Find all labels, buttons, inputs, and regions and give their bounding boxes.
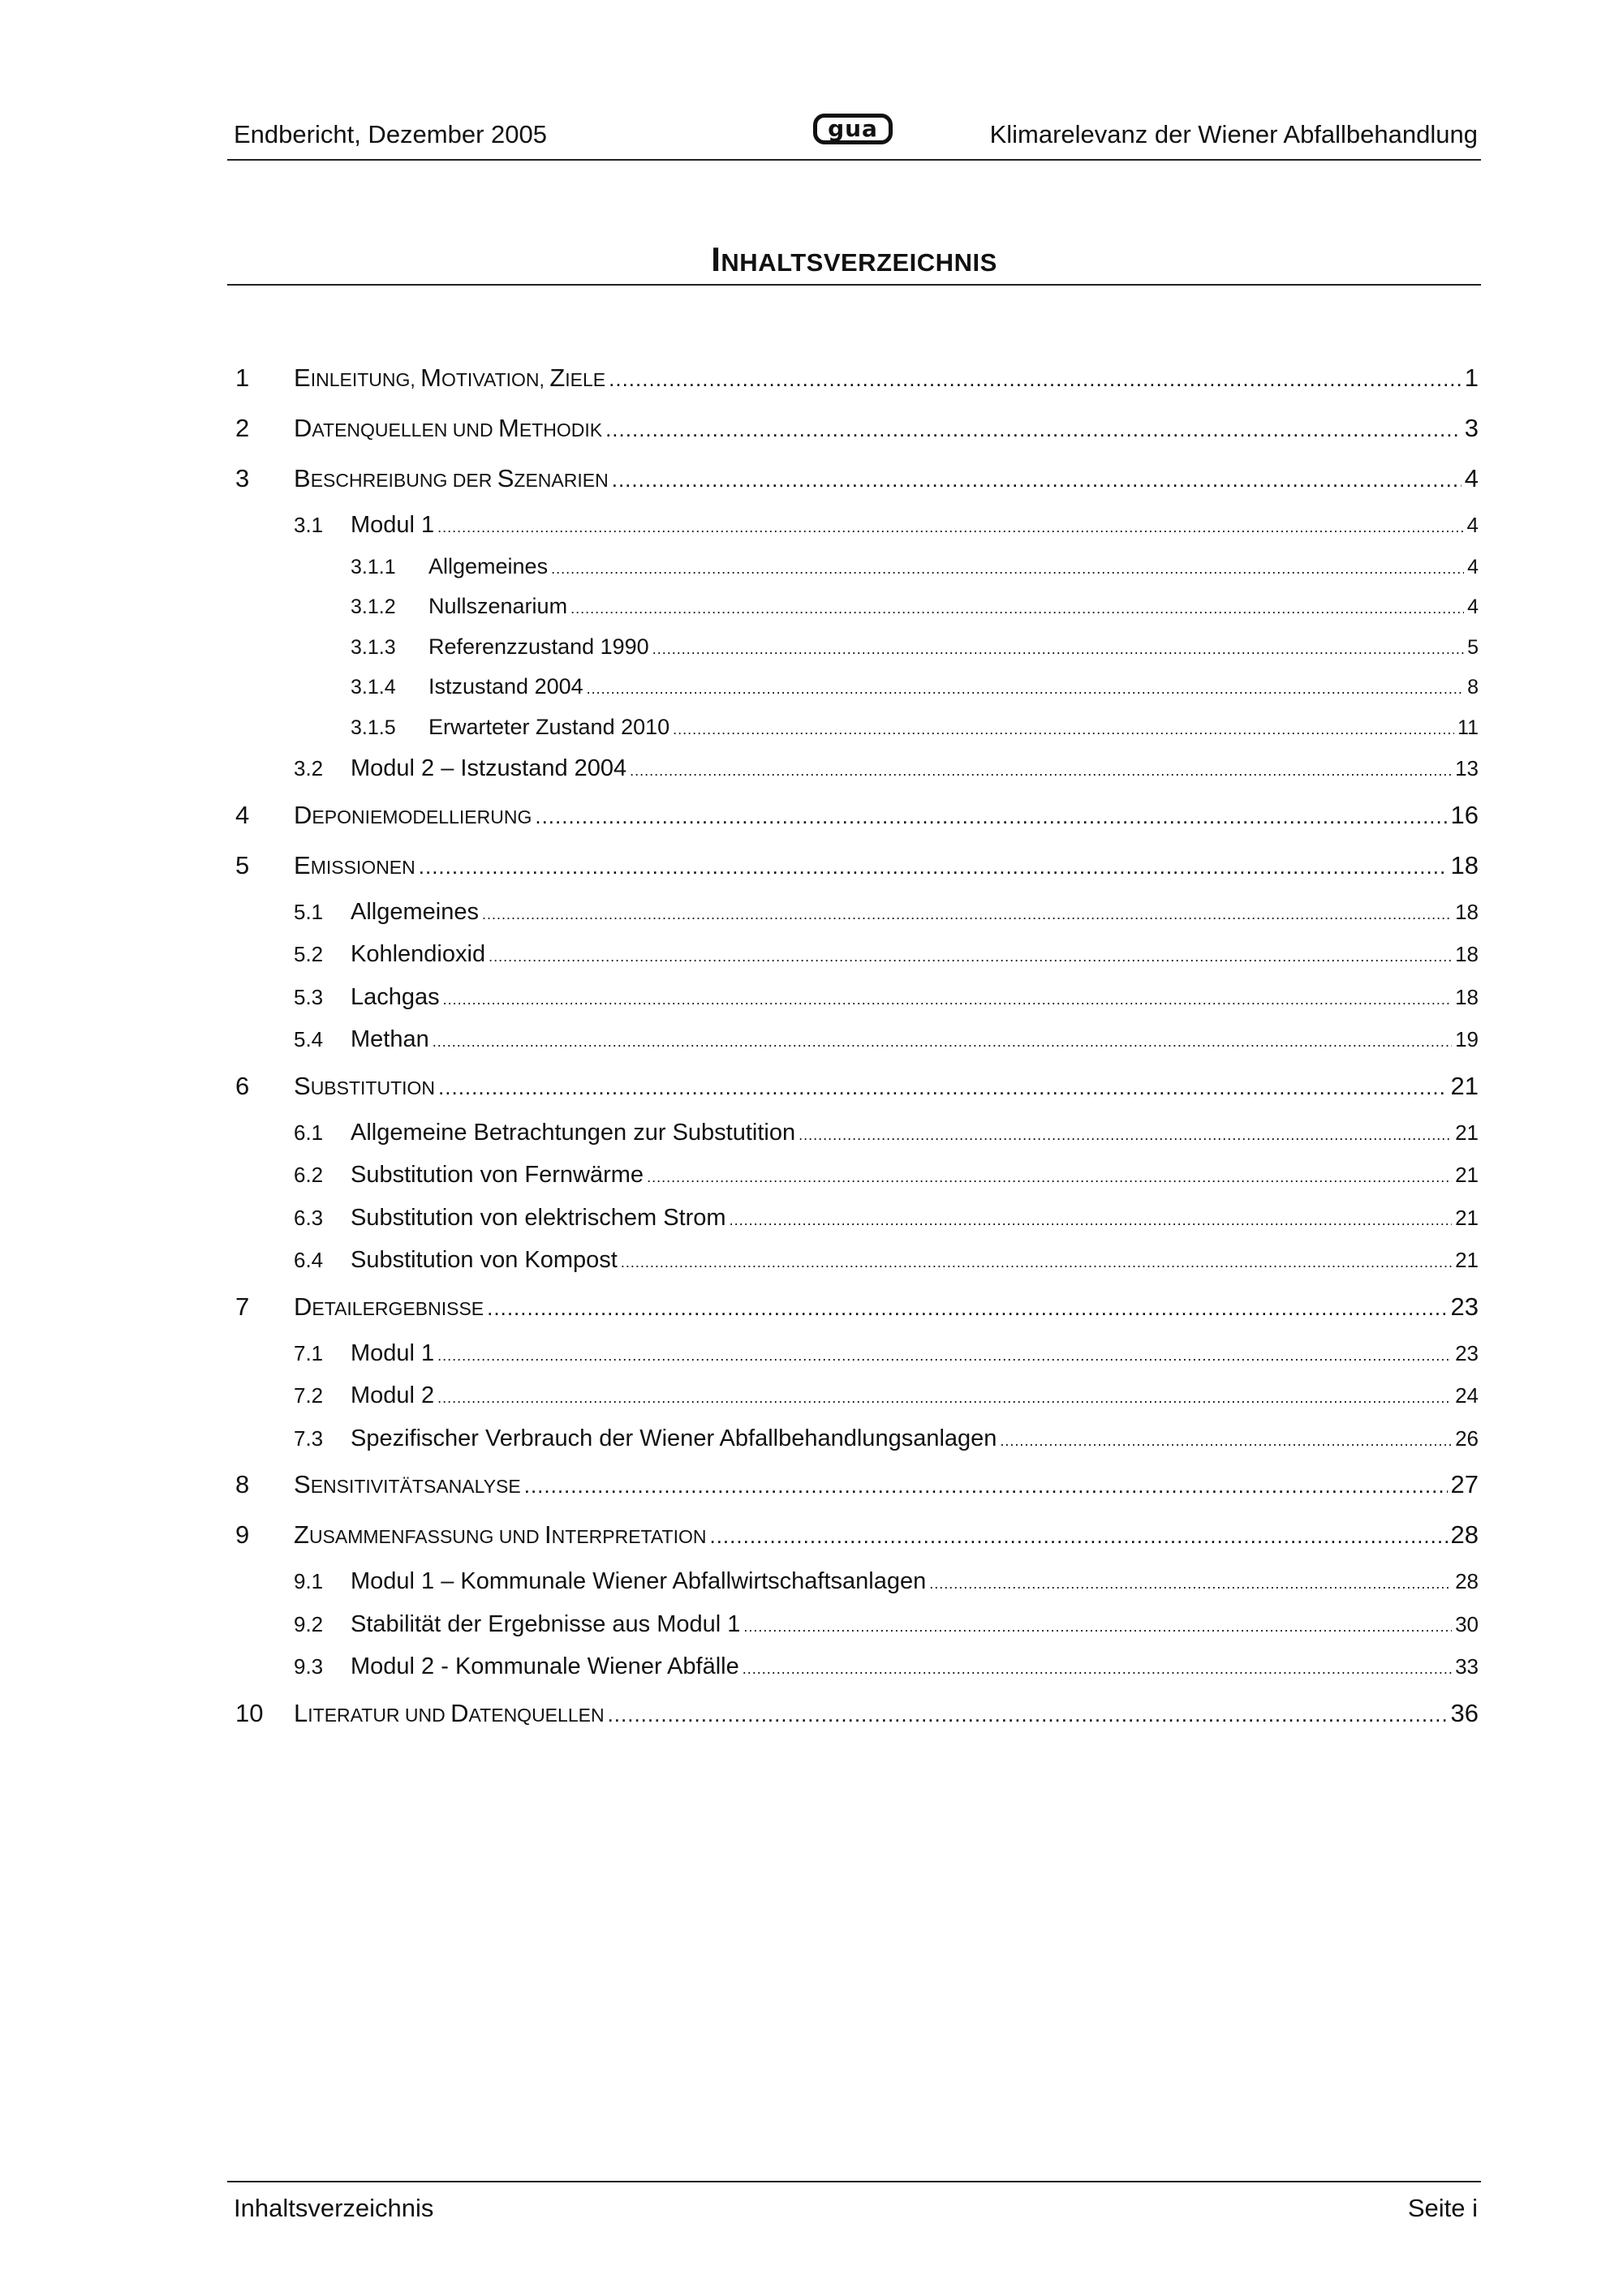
toc-dot-leader — [443, 978, 1452, 1021]
toc-dot-leader — [433, 1021, 1452, 1064]
toc-entry-level-2[interactable] — [235, 1018, 1479, 1061]
toc-title-smallcaps: EPONIEMODELLIERUNG — [312, 806, 532, 828]
toc-title-smallcaps: ITERATUR UND — [308, 1704, 451, 1726]
toc-entry-level-1[interactable] — [235, 1282, 1479, 1332]
toc-title-initial: I — [545, 1520, 552, 1549]
toc-entry-title[interactable] — [294, 790, 532, 842]
toc-page-number: 28 — [1450, 1520, 1479, 1549]
toc-page-number: 13 — [1455, 756, 1479, 780]
toc-entry-number: 8 — [235, 1470, 250, 1498]
toc-page-number: 11 — [1457, 716, 1479, 739]
toc-entry-number: 5.2 — [294, 942, 324, 966]
page-footer — [227, 2181, 1481, 2228]
toc-dot-leader — [437, 1377, 1452, 1420]
toc-dot-leader — [709, 1511, 1447, 1561]
page-header — [227, 112, 1481, 161]
toc-title-initial: Z — [549, 363, 566, 392]
toc-entry-level-1[interactable] — [235, 790, 1479, 841]
footer-section-name: Inhaltsverzeichnis — [234, 2194, 434, 2222]
toc-entry-title[interactable]: Allgemeines — [428, 553, 549, 578]
toc-entry-level-2[interactable] — [235, 1197, 1479, 1240]
header-report-title: Klimarelevanz der Wiener Abfallbehandlung — [989, 120, 1478, 148]
toc-entry-number: 1 — [235, 363, 250, 392]
toc-entry-number: 5.4 — [294, 1027, 324, 1051]
toc-page-number: 5 — [1467, 635, 1479, 659]
toc-page-number: 16 — [1450, 800, 1479, 829]
toc-dot-leader — [1000, 1420, 1452, 1463]
toc-entry-title[interactable]: Substitution von Kompost — [351, 1247, 618, 1273]
toc-entry-title[interactable] — [294, 1061, 435, 1113]
toc-entry-level-1[interactable] — [235, 353, 1479, 403]
toc-title-smallcaps: ATENQUELLEN UND — [312, 419, 499, 441]
toc-entry-level-1[interactable] — [235, 1688, 1479, 1739]
toc-entry-title[interactable] — [294, 1282, 484, 1334]
toc-entry-number: 6.2 — [294, 1163, 324, 1187]
toc-page-number: 18 — [1455, 942, 1479, 966]
toc-entry-level-2[interactable] — [235, 1374, 1479, 1417]
toc-entry-title[interactable]: Erwarteter Zustand 2010 — [428, 714, 670, 739]
toc-entry-level-2[interactable] — [235, 1154, 1479, 1197]
toc-entry-number: 3 — [235, 464, 250, 492]
toc-entry-number: 6.1 — [294, 1120, 324, 1145]
toc-entry-level-1[interactable] — [235, 1510, 1479, 1560]
toc-entry-number: 2 — [235, 414, 250, 442]
toc-entry-level-2[interactable] — [235, 1332, 1479, 1375]
toc-entry-title[interactable]: Modul 2 – Istzustand 2004 — [351, 755, 627, 781]
toc-entry-level-1[interactable] — [235, 841, 1479, 891]
toc-entry-number: 9.1 — [294, 1569, 324, 1593]
toc-entry-number: 7.1 — [294, 1340, 324, 1365]
toc-entry-number: 9.2 — [294, 1611, 324, 1636]
toc-entry-level-2[interactable] — [235, 891, 1479, 934]
toc-entry-number: 9 — [235, 1520, 250, 1549]
toc-title-initial: D — [450, 1698, 469, 1727]
toc-entry-title[interactable] — [294, 1510, 706, 1562]
toc-entry-number: 6.4 — [294, 1248, 324, 1272]
gua-logo: gua — [813, 114, 893, 144]
toc-title-initial: E — [294, 850, 311, 879]
toc-entry-number: 5 — [235, 850, 250, 879]
toc-title-smallcaps: MISSIONEN — [310, 856, 415, 878]
toc-page-number: 21 — [1455, 1163, 1479, 1187]
toc-page-number: 36 — [1450, 1698, 1479, 1727]
toc-page-number: 18 — [1455, 899, 1479, 924]
toc-page-number: 30 — [1455, 1611, 1479, 1636]
toc-title-smallcaps: OTIVATION, — [441, 369, 550, 390]
toc-entry-level-3[interactable] — [235, 707, 1479, 748]
toc-page-number: 1 — [1464, 363, 1479, 392]
toc-dot-leader — [605, 404, 1462, 454]
toc-dot-leader — [487, 1283, 1447, 1333]
toc-title-initial: S — [497, 464, 514, 492]
toc-entry-number: 7 — [235, 1292, 250, 1321]
toc-entry-title[interactable] — [294, 1688, 605, 1740]
toc-page-number: 24 — [1455, 1383, 1479, 1408]
toc-entry-title[interactable]: Modul 1 – Kommunale Wiener Abfallwirtschaftsanlagen — [351, 1568, 927, 1594]
toc-entry-title[interactable] — [294, 454, 609, 505]
toc-title-initial: D — [294, 414, 312, 442]
toc-entry-level-1[interactable] — [235, 1460, 1479, 1510]
toc-entry-level-2[interactable] — [235, 976, 1479, 1019]
toc-entry-number: 3.1.4 — [351, 676, 396, 699]
toc-entry-title[interactable]: Allgemeine Betrachtungen zur Substutition — [351, 1119, 796, 1146]
toc-entry-title[interactable] — [294, 353, 605, 405]
toc-page-number: 27 — [1450, 1470, 1479, 1498]
toc-dot-leader — [630, 750, 1452, 793]
toc-dot-leader — [438, 1062, 1447, 1112]
toc-entry-number: 9.3 — [294, 1654, 324, 1679]
page-title-initial: I — [711, 240, 721, 278]
toc-entry-level-1[interactable] — [235, 454, 1479, 504]
toc-entry-number: 3.1.3 — [351, 635, 396, 659]
toc-entry-title[interactable] — [294, 403, 602, 455]
toc-page-number: 21 — [1450, 1071, 1479, 1100]
toc-dot-leader — [482, 893, 1452, 936]
toc-title-initial: D — [294, 800, 312, 829]
toc-title-initial: Z — [294, 1520, 309, 1549]
toc-dot-leader — [652, 630, 1464, 670]
toc-entry-level-1[interactable] — [235, 403, 1479, 454]
toc-page-number: 19 — [1455, 1027, 1479, 1051]
toc-dot-leader — [419, 841, 1448, 892]
toc-entry-number: 3.2 — [294, 756, 324, 780]
toc-entry-title[interactable]: Modul 1 — [351, 1339, 435, 1366]
toc-title-smallcaps: ENSITIVITÄTSANALYSE — [310, 1476, 521, 1497]
toc-title-initial: B — [294, 464, 311, 492]
toc-entry-level-3[interactable] — [235, 627, 1479, 668]
toc-page-number: 21 — [1455, 1248, 1479, 1272]
toc-entry-level-2[interactable] — [235, 933, 1479, 976]
toc-title-initial: M — [420, 363, 441, 392]
toc-dot-leader — [621, 1241, 1452, 1284]
toc-page-number: 4 — [1467, 595, 1479, 618]
toc-dot-leader — [799, 1114, 1452, 1157]
toc-dot-leader — [612, 454, 1462, 505]
toc-dot-leader — [524, 1460, 1448, 1511]
toc-title-smallcaps: ZENARIEN — [514, 470, 609, 491]
toc-entry-number: 3.1.1 — [351, 555, 396, 578]
toc-dot-leader — [929, 1563, 1452, 1606]
toc-page-number: 28 — [1455, 1569, 1479, 1593]
page-title-rest: NHALTSVERZEICHNIS — [721, 248, 997, 277]
toc-page-number: 23 — [1455, 1340, 1479, 1365]
toc-page-number: 26 — [1455, 1425, 1479, 1451]
table-of-contents — [235, 353, 1479, 1739]
toc-entry-title[interactable]: Nullszenarium — [428, 594, 568, 618]
toc-entry-number: 7.3 — [294, 1425, 324, 1451]
toc-page-number: 21 — [1455, 1120, 1479, 1145]
toc-entry-number: 5.1 — [294, 899, 324, 924]
toc-page-number: 4 — [1467, 555, 1479, 578]
toc-title-initial: D — [294, 1292, 312, 1321]
toc-title-smallcaps: ETAILERGEBNISSE — [312, 1297, 484, 1319]
toc-title-smallcaps: ETHODIK — [519, 419, 603, 441]
toc-dot-leader — [437, 506, 1463, 549]
toc-title-smallcaps: INLEITUNG, — [310, 369, 421, 390]
toc-entry-number: 6 — [235, 1071, 250, 1100]
toc-dot-leader — [743, 1606, 1452, 1649]
toc-title-initial: M — [498, 414, 519, 442]
toc-entry-title[interactable]: Spezifischer Verbrauch der Wiener Abfallbehandlungsanlagen — [351, 1425, 997, 1451]
toc-title-smallcaps: USAMMENFASSUNG UND — [308, 1526, 545, 1547]
toc-entry-title[interactable]: Stabilität der Ergebnisse aus Modul 1 — [351, 1610, 741, 1637]
toc-entry-number: 10 — [235, 1698, 264, 1727]
toc-page-number: 4 — [1466, 513, 1479, 537]
toc-entry-title[interactable]: Modul 2 — [351, 1382, 435, 1408]
toc-title-smallcaps: ESCHREIBUNG DER — [310, 470, 497, 491]
toc-entry-title[interactable] — [294, 841, 415, 892]
page-title — [711, 240, 997, 279]
toc-entry-level-2[interactable] — [235, 1603, 1479, 1646]
toc-heading-wrap — [227, 237, 1481, 286]
toc-page-number: 23 — [1450, 1292, 1479, 1321]
toc-entry-level-2[interactable] — [235, 1417, 1479, 1460]
toc-entry-number: 4 — [235, 800, 250, 829]
toc-entry-number: 3.1.5 — [351, 716, 396, 739]
toc-entry-title[interactable] — [294, 1460, 521, 1511]
toc-entry-level-3[interactable] — [235, 667, 1479, 707]
toc-entry-level-2[interactable] — [235, 504, 1479, 547]
toc-dot-leader — [743, 1648, 1452, 1691]
toc-title-initial: L — [294, 1698, 308, 1727]
toc-entry-title[interactable]: Lachgas — [351, 983, 440, 1010]
toc-entry-number: 3.1.2 — [351, 595, 396, 618]
toc-title-smallcaps: ATENQUELLEN — [468, 1704, 605, 1726]
toc-page-number: 8 — [1467, 676, 1479, 699]
toc-title-smallcaps: NTERPRETATION — [551, 1526, 707, 1547]
toc-page-number: 21 — [1455, 1205, 1479, 1230]
toc-dot-leader — [551, 549, 1464, 590]
toc-entry-level-2[interactable] — [235, 747, 1479, 790]
toc-entry-title[interactable]: Referenzzustand 1990 — [428, 634, 649, 659]
toc-entry-number: 6.3 — [294, 1205, 324, 1230]
toc-title-smallcaps: IELE — [565, 369, 606, 390]
toc-dot-leader — [730, 1199, 1452, 1242]
footer-page-number: Seite i — [1407, 2194, 1478, 2222]
toc-entry-title[interactable]: Modul 2 - Kommunale Wiener Abfälle — [351, 1653, 739, 1679]
toc-entry-level-3[interactable] — [235, 587, 1479, 627]
toc-title-smallcaps: UBSTITUTION — [310, 1077, 436, 1099]
toc-entry-level-2[interactable] — [235, 1111, 1479, 1154]
toc-entry-title[interactable]: Modul 1 — [351, 512, 435, 538]
toc-entry-title[interactable]: Istzustand 2004 — [428, 674, 583, 699]
toc-dot-leader — [587, 669, 1464, 710]
toc-dot-leader — [535, 791, 1447, 841]
toc-entry-number: 3.1 — [294, 513, 324, 537]
toc-entry-number: 5.3 — [294, 984, 324, 1009]
toc-dot-leader — [608, 1689, 1448, 1739]
toc-page-number: 18 — [1455, 984, 1479, 1009]
toc-dot-leader — [609, 354, 1462, 404]
toc-entry-number: 7.2 — [294, 1383, 324, 1408]
toc-entry-level-2[interactable] — [235, 1560, 1479, 1603]
toc-entry-title[interactable]: Kohlendioxid — [351, 941, 486, 967]
toc-page-number: 18 — [1450, 850, 1479, 879]
toc-title-initial: S — [294, 1071, 311, 1100]
toc-page-number: 3 — [1464, 414, 1479, 442]
toc-dot-leader — [437, 1335, 1452, 1378]
toc-entry-level-2[interactable] — [235, 1645, 1479, 1688]
toc-entry-level-2[interactable] — [235, 1239, 1479, 1282]
toc-entry-title[interactable]: Methan — [351, 1026, 429, 1052]
toc-dot-leader — [647, 1156, 1452, 1199]
header-report-date: Endbericht, Dezember 2005 — [234, 120, 548, 148]
toc-entry-level-3[interactable] — [235, 547, 1479, 587]
toc-entry-title[interactable]: Substitution von elektrischem Strom — [351, 1204, 726, 1231]
toc-dot-leader — [673, 710, 1454, 750]
toc-page-number: 4 — [1464, 464, 1479, 492]
toc-page-number: 33 — [1455, 1654, 1479, 1679]
toc-title-initial: S — [294, 1470, 311, 1498]
toc-dot-leader — [570, 589, 1464, 630]
toc-title-initial: E — [294, 363, 311, 392]
toc-entry-title[interactable]: Substitution von Fernwärme — [351, 1162, 644, 1188]
toc-entry-level-1[interactable] — [235, 1061, 1479, 1111]
toc-dot-leader — [489, 935, 1452, 978]
toc-entry-title[interactable]: Allgemeines — [351, 898, 479, 925]
